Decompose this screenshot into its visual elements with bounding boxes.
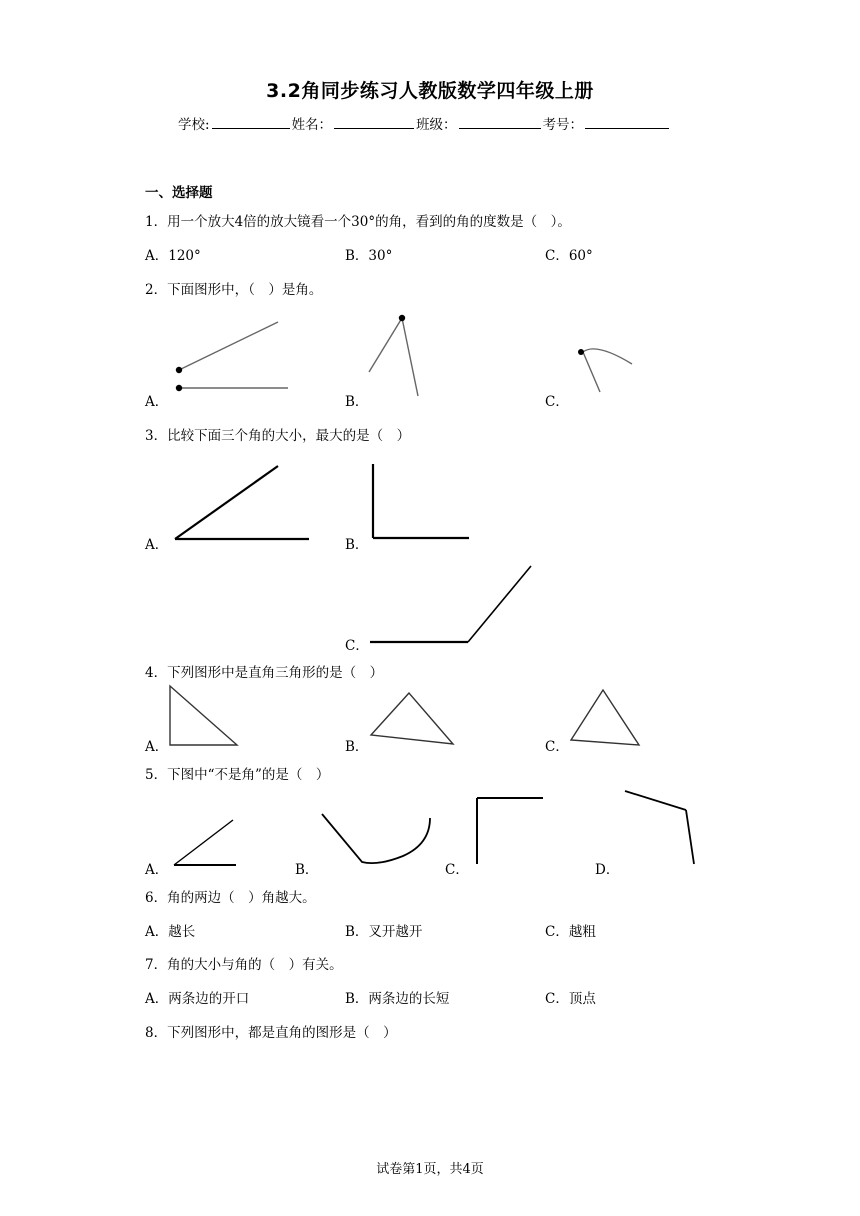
- question-2-option-b[interactable]: B．: [345, 394, 369, 410]
- question-5-option-b[interactable]: B．: [295, 862, 319, 878]
- question-4-option-a[interactable]: A．: [145, 739, 169, 755]
- question-4-option-b[interactable]: B．: [345, 739, 369, 755]
- name-label: 姓名：: [291, 117, 333, 133]
- question-6-stem: 6．角的两边（ ）角越大。: [145, 890, 316, 906]
- question-1-option-c[interactable]: C．60°: [545, 248, 593, 264]
- student-info-line: [178, 113, 671, 133]
- class-blank[interactable]: [459, 116, 541, 129]
- exam-no-label: 考号：: [542, 117, 584, 133]
- question-5-option-d[interactable]: D．: [595, 862, 620, 878]
- q5-figure-b-curve: [318, 810, 436, 870]
- question-1-option-b[interactable]: B．30°: [345, 248, 393, 264]
- question-7-option-b[interactable]: B．两条边的长短: [345, 991, 450, 1007]
- q2-figure-c-curved-angle: [572, 342, 642, 397]
- question-7-option-a[interactable]: A．两条边的开口: [145, 991, 250, 1007]
- section-heading-choice: 一、选择题: [145, 185, 213, 201]
- q5-figure-d-angle: [620, 786, 700, 868]
- question-6-option-b[interactable]: B．叉开越开: [345, 924, 423, 940]
- question-4-option-c[interactable]: C．: [545, 739, 569, 755]
- q3-figure-c-obtuse-angle: [366, 562, 536, 648]
- school-blank[interactable]: [212, 116, 290, 129]
- exam-no-blank[interactable]: [585, 116, 669, 129]
- question-3-option-a[interactable]: A．: [145, 537, 169, 553]
- page-title: 3.2角同步练习人教版数学四年级上册: [266, 80, 594, 102]
- question-3-option-b[interactable]: B．: [345, 537, 369, 553]
- question-2-option-a[interactable]: A．: [145, 394, 169, 410]
- question-1-option-a[interactable]: A．120°: [145, 248, 201, 264]
- question-3-stem: 3．比较下面三个角的大小，最大的是（ ）: [145, 428, 411, 444]
- page-footer: 试卷第1页，共4页: [376, 1162, 484, 1177]
- q2-figure-a-two-rays: [170, 318, 295, 396]
- question-7-stem: 7．角的大小与角的（ ）有关。: [145, 957, 343, 973]
- q4-figure-c-triangle: [566, 687, 644, 749]
- school-label: 学校:: [178, 117, 210, 133]
- question-5-option-c[interactable]: C．: [445, 862, 469, 878]
- q5-figure-a-angle: [170, 816, 242, 870]
- question-1-stem: 1．用一个放大4倍的放大镜看一个30°的角，看到的角的度数是（ ）。: [145, 214, 571, 230]
- class-label: 班级：: [416, 117, 457, 133]
- question-6-option-a[interactable]: A．越长: [145, 924, 196, 940]
- question-6-option-c[interactable]: C．越粗: [545, 924, 596, 940]
- question-2-option-c[interactable]: C．: [545, 394, 569, 410]
- question-4-stem: 4．下列图形中是直角三角形的是（ ）: [145, 665, 384, 681]
- q5-figure-c-right-angle: [470, 794, 550, 868]
- question-5-option-a[interactable]: A．: [145, 862, 169, 878]
- q3-figure-a-acute-angle: [170, 462, 315, 546]
- question-3-option-c[interactable]: C．: [345, 638, 369, 654]
- question-7-option-c[interactable]: C．顶点: [545, 991, 596, 1007]
- question-5-stem: 5．下图中“不是角”的是（ ）: [145, 767, 330, 783]
- q4-figure-b-triangle: [366, 690, 458, 748]
- question-8-stem: 8．下列图形中，都是直角的图形是（ ）: [145, 1025, 397, 1041]
- q3-figure-b-right-angle: [366, 462, 474, 546]
- q2-figure-b-angle: [365, 310, 425, 400]
- name-blank[interactable]: [334, 116, 414, 129]
- q4-figure-a-right-triangle: [166, 683, 242, 749]
- question-2-stem: 2．下面图形中，（ ）是角。: [145, 282, 323, 298]
